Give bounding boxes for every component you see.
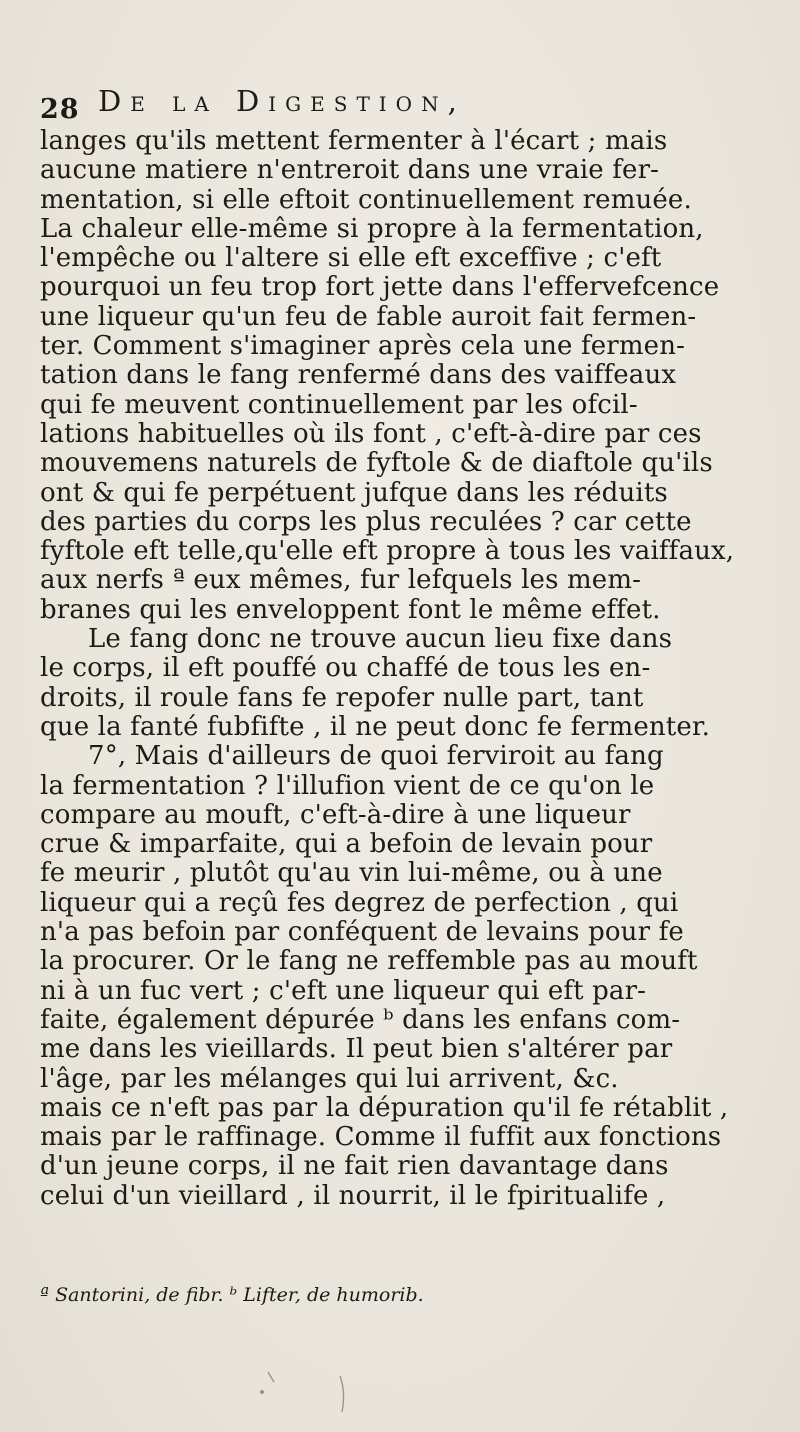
text-line: fyftole eft telle,qu'elle eft propre à tous les vaiffaux, bbox=[40, 537, 735, 567]
text-line: d'un jeune corps, il ne fait rien davantage dans bbox=[40, 1152, 669, 1182]
text-line: mentation, si elle eftoit continuellement remuée. bbox=[40, 185, 692, 215]
text-line: celui d'un vieillard , il nourrit, il le fpiritualife , bbox=[40, 1181, 666, 1211]
text-line: ter. Comment s'imaginer après cela une fermen- bbox=[40, 332, 686, 362]
text-line: pourquoi un feu trop fort jette dans l'effervefcence bbox=[40, 273, 720, 303]
text-line: compare au mouft, c'eft-à-dire à une liqueur bbox=[40, 800, 631, 830]
text-line: qui fe meuvent continuellement par les ofcil- bbox=[40, 390, 638, 420]
text-line: aucune matiere n'entreroit dans une vraie fer- bbox=[40, 156, 660, 186]
running-head: De la Digestion, bbox=[98, 84, 466, 118]
text-line: tation dans le fang renfermé dans des vaiffeaux bbox=[40, 361, 677, 391]
page-number: 28 bbox=[40, 94, 80, 125]
footnote: ª Santorini, de fibr. ᵇ Lifter, de humorib. bbox=[40, 1284, 424, 1306]
text-line: fe meurir , plutôt qu'au vin lui-même, ou à une bbox=[40, 859, 663, 889]
text-line: que la fanté fubfifte , il ne peut donc fe fermenter. bbox=[40, 712, 711, 742]
text-line: 7°, Mais d'ailleurs de quoi ferviroit au fang bbox=[88, 742, 664, 772]
text-line: mouvemens naturels de fyftole & de diaftole qu'ils bbox=[40, 449, 713, 479]
text-line: une liqueur qu'un feu de fable auroit fait fermen- bbox=[40, 302, 697, 332]
text-line: ont & qui fe perpétuent jufque dans les réduits bbox=[40, 478, 668, 508]
text-line: Le fang donc ne trouve aucun lieu fixe dans bbox=[88, 625, 673, 655]
text-line: droits, il roule fans fe repofer nulle part, tant bbox=[40, 683, 644, 713]
text-line: ni à un fuc vert ; c'eft une liqueur qui eft par- bbox=[40, 976, 647, 1006]
ink-dot bbox=[260, 1390, 264, 1394]
text-line: la fermentation ? l'illufion vient de ce qu'on le bbox=[40, 771, 655, 801]
page-header bbox=[40, 84, 800, 124]
ink-stroke bbox=[340, 1376, 344, 1412]
text-line: le corps, il eft pouffé ou chaffé de tous les en- bbox=[40, 654, 651, 684]
text-line: aux nerfs ª eux mêmes, fur lefquels les mem- bbox=[40, 566, 642, 596]
text-line: mais par le raffinage. Comme il fuffit aux fonctions bbox=[40, 1123, 722, 1153]
text-line: La chaleur elle-même si propre à la fermentation, bbox=[40, 214, 704, 244]
ink-stroke bbox=[268, 1372, 274, 1382]
text-line: faite, également dépurée ᵇ dans les enfans com- bbox=[40, 1005, 681, 1035]
text-line: liqueur qui a reçû fes degrez de perfection , qui bbox=[40, 888, 679, 918]
text-line: crue & imparfaite, qui a befoin de levain pour bbox=[40, 830, 653, 860]
text-line: langes qu'ils mettent fermenter à l'écart ; mais bbox=[40, 127, 668, 156]
text-line: branes qui les enveloppent font le même effet. bbox=[40, 595, 661, 625]
body-text bbox=[40, 127, 800, 1211]
text-line: lations habituelles où ils font , c'eft-à-dire par ces bbox=[40, 419, 702, 449]
text-line: la procurer. Or le fang ne reffemble pas au mouft bbox=[40, 947, 698, 977]
text-line: n'a pas befoin par conféquent de levains pour fe bbox=[40, 918, 684, 948]
text-line: l'âge, par les mélanges qui lui arrivent, &c. bbox=[40, 1064, 619, 1094]
text-line: des parties du corps les plus reculées ? car cette bbox=[40, 507, 692, 537]
text-line: mais ce n'eft pas par la dépuration qu'il fe rétablit , bbox=[40, 1093, 729, 1123]
text-line: me dans les vieillards. Il peut bien s'altérer par bbox=[40, 1035, 673, 1065]
text-line: l'empêche ou l'altere si elle eft exceffive ; c'eft bbox=[40, 244, 662, 274]
